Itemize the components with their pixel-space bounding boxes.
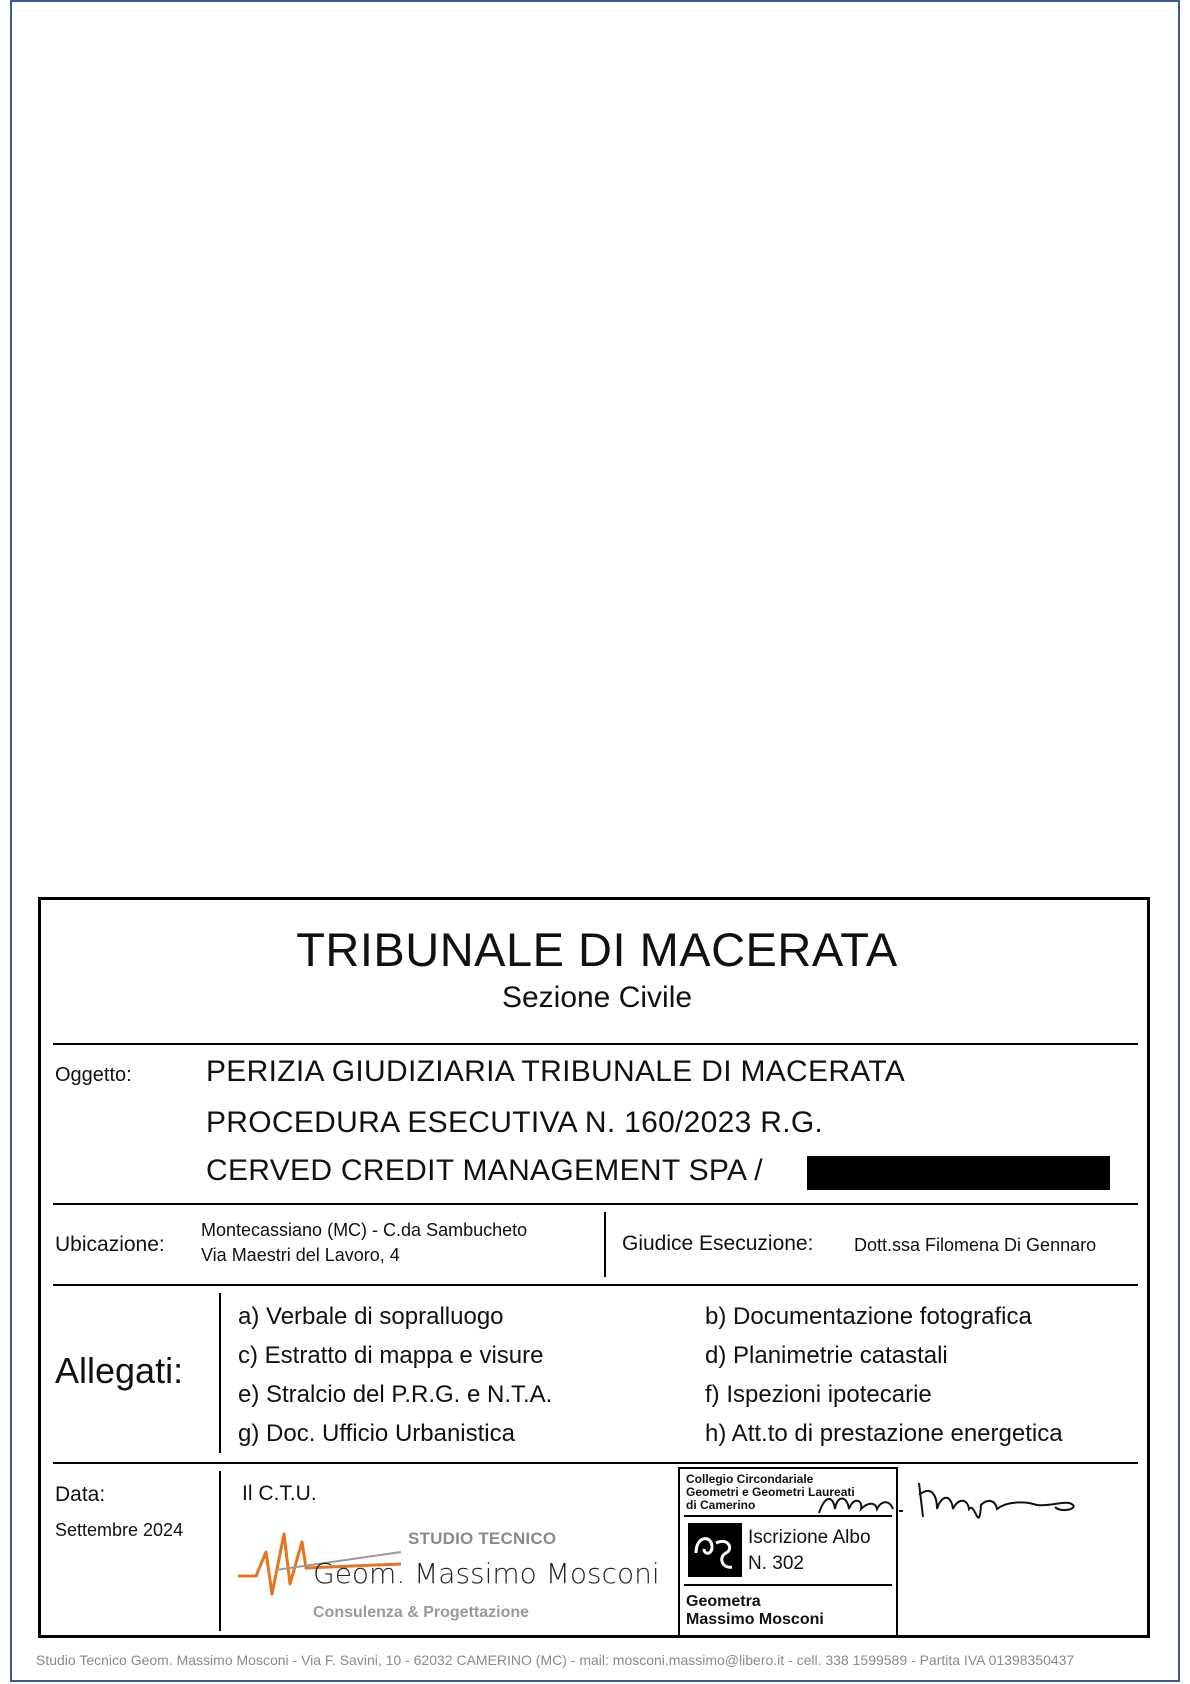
page-title: TRIBUNALE DI MACERATA	[296, 923, 898, 976]
redaction-bar	[807, 1156, 1110, 1190]
divider	[53, 1043, 1138, 1045]
stamp-line-3: di Camerino	[686, 1498, 756, 1512]
allegato-b: b) Documentazione fotografica	[705, 1303, 1032, 1330]
studio-logo	[236, 1520, 660, 1630]
stamp-numero: N. 302	[748, 1553, 804, 1574]
divider	[53, 1203, 1138, 1205]
stamp-line-2: Geometri e Geometri Laureati	[686, 1485, 855, 1499]
signature-image	[811, 1465, 1141, 1545]
ubicazione-line-2: Via Maestri del Lavoro, 4	[201, 1245, 400, 1265]
allegato-d: d) Planimetrie catastali	[705, 1342, 948, 1369]
stamp-line-1: Collegio Circondariale	[686, 1472, 814, 1486]
stamp-emblem-icon	[688, 1523, 742, 1577]
footer: Studio Tecnico Geom. Massimo Mosconi - Via F. Savini, 10 - 62032 CAMERINO (MC) - mail: mosconi.massimo@libero.it - cell. 338 1599589 - Partita IVA 01398350437	[36, 1652, 1075, 1668]
giudice-label: Giudice Esecuzione:	[622, 1232, 814, 1255]
stamp-bottom-1: Geometra	[686, 1593, 761, 1610]
ubicazione-line-1: Montecassiano (MC) - C.da Sambucheto	[201, 1220, 528, 1240]
allegato-f: f) Ispezioni ipotecarie	[705, 1381, 932, 1408]
divider	[604, 1212, 606, 1277]
page-subtitle: Sezione Civile	[501, 981, 693, 1014]
oggetto-label: Oggetto:	[55, 1064, 132, 1086]
oggetto-line-2: PROCEDURA ESECUTIVA N. 160/2023 R.G.	[206, 1106, 824, 1139]
stamp-iscrizione: Iscrizione Albo	[748, 1527, 871, 1548]
logo-sub-text: Consulenza & Progettazione	[313, 1604, 530, 1621]
divider	[219, 1471, 221, 1631]
oggetto-line-1: PERIZIA GIUDIZIARIA TRIBUNALE DI MACERATA	[206, 1055, 906, 1088]
ctu-label: Il C.T.U.	[242, 1482, 317, 1505]
stamp-bottom-2: Massimo Mosconi	[686, 1611, 824, 1628]
allegato-g: g) Doc. Ufficio Urbanistica	[238, 1420, 515, 1447]
allegato-h: h) Att.to di prestazione energetica	[705, 1420, 1063, 1447]
logo-studio-text: STUDIO TECNICO	[408, 1529, 557, 1548]
data-value: Settembre 2024	[55, 1520, 184, 1540]
oggetto-line-3: CERVED CREDIT MANAGEMENT SPA /	[206, 1154, 763, 1187]
logo-name-text: Geom. Massimo Mosconi	[313, 1557, 660, 1590]
cover-box	[38, 897, 1150, 1638]
allegato-e: e) Stralcio del P.R.G. e N.T.A.	[238, 1381, 553, 1408]
allegato-c: c) Estratto di mappa e visure	[238, 1342, 544, 1369]
giudice-value: Dott.ssa Filomena Di Gennaro	[854, 1235, 1097, 1255]
allegati-label: Allegati:	[55, 1350, 184, 1391]
divider	[219, 1293, 221, 1453]
ubicazione-label: Ubicazione:	[55, 1233, 165, 1256]
divider	[53, 1284, 1138, 1286]
allegato-a: a) Verbale di sopralluogo	[238, 1303, 504, 1330]
divider	[53, 1462, 1138, 1464]
data-label: Data:	[55, 1483, 106, 1506]
